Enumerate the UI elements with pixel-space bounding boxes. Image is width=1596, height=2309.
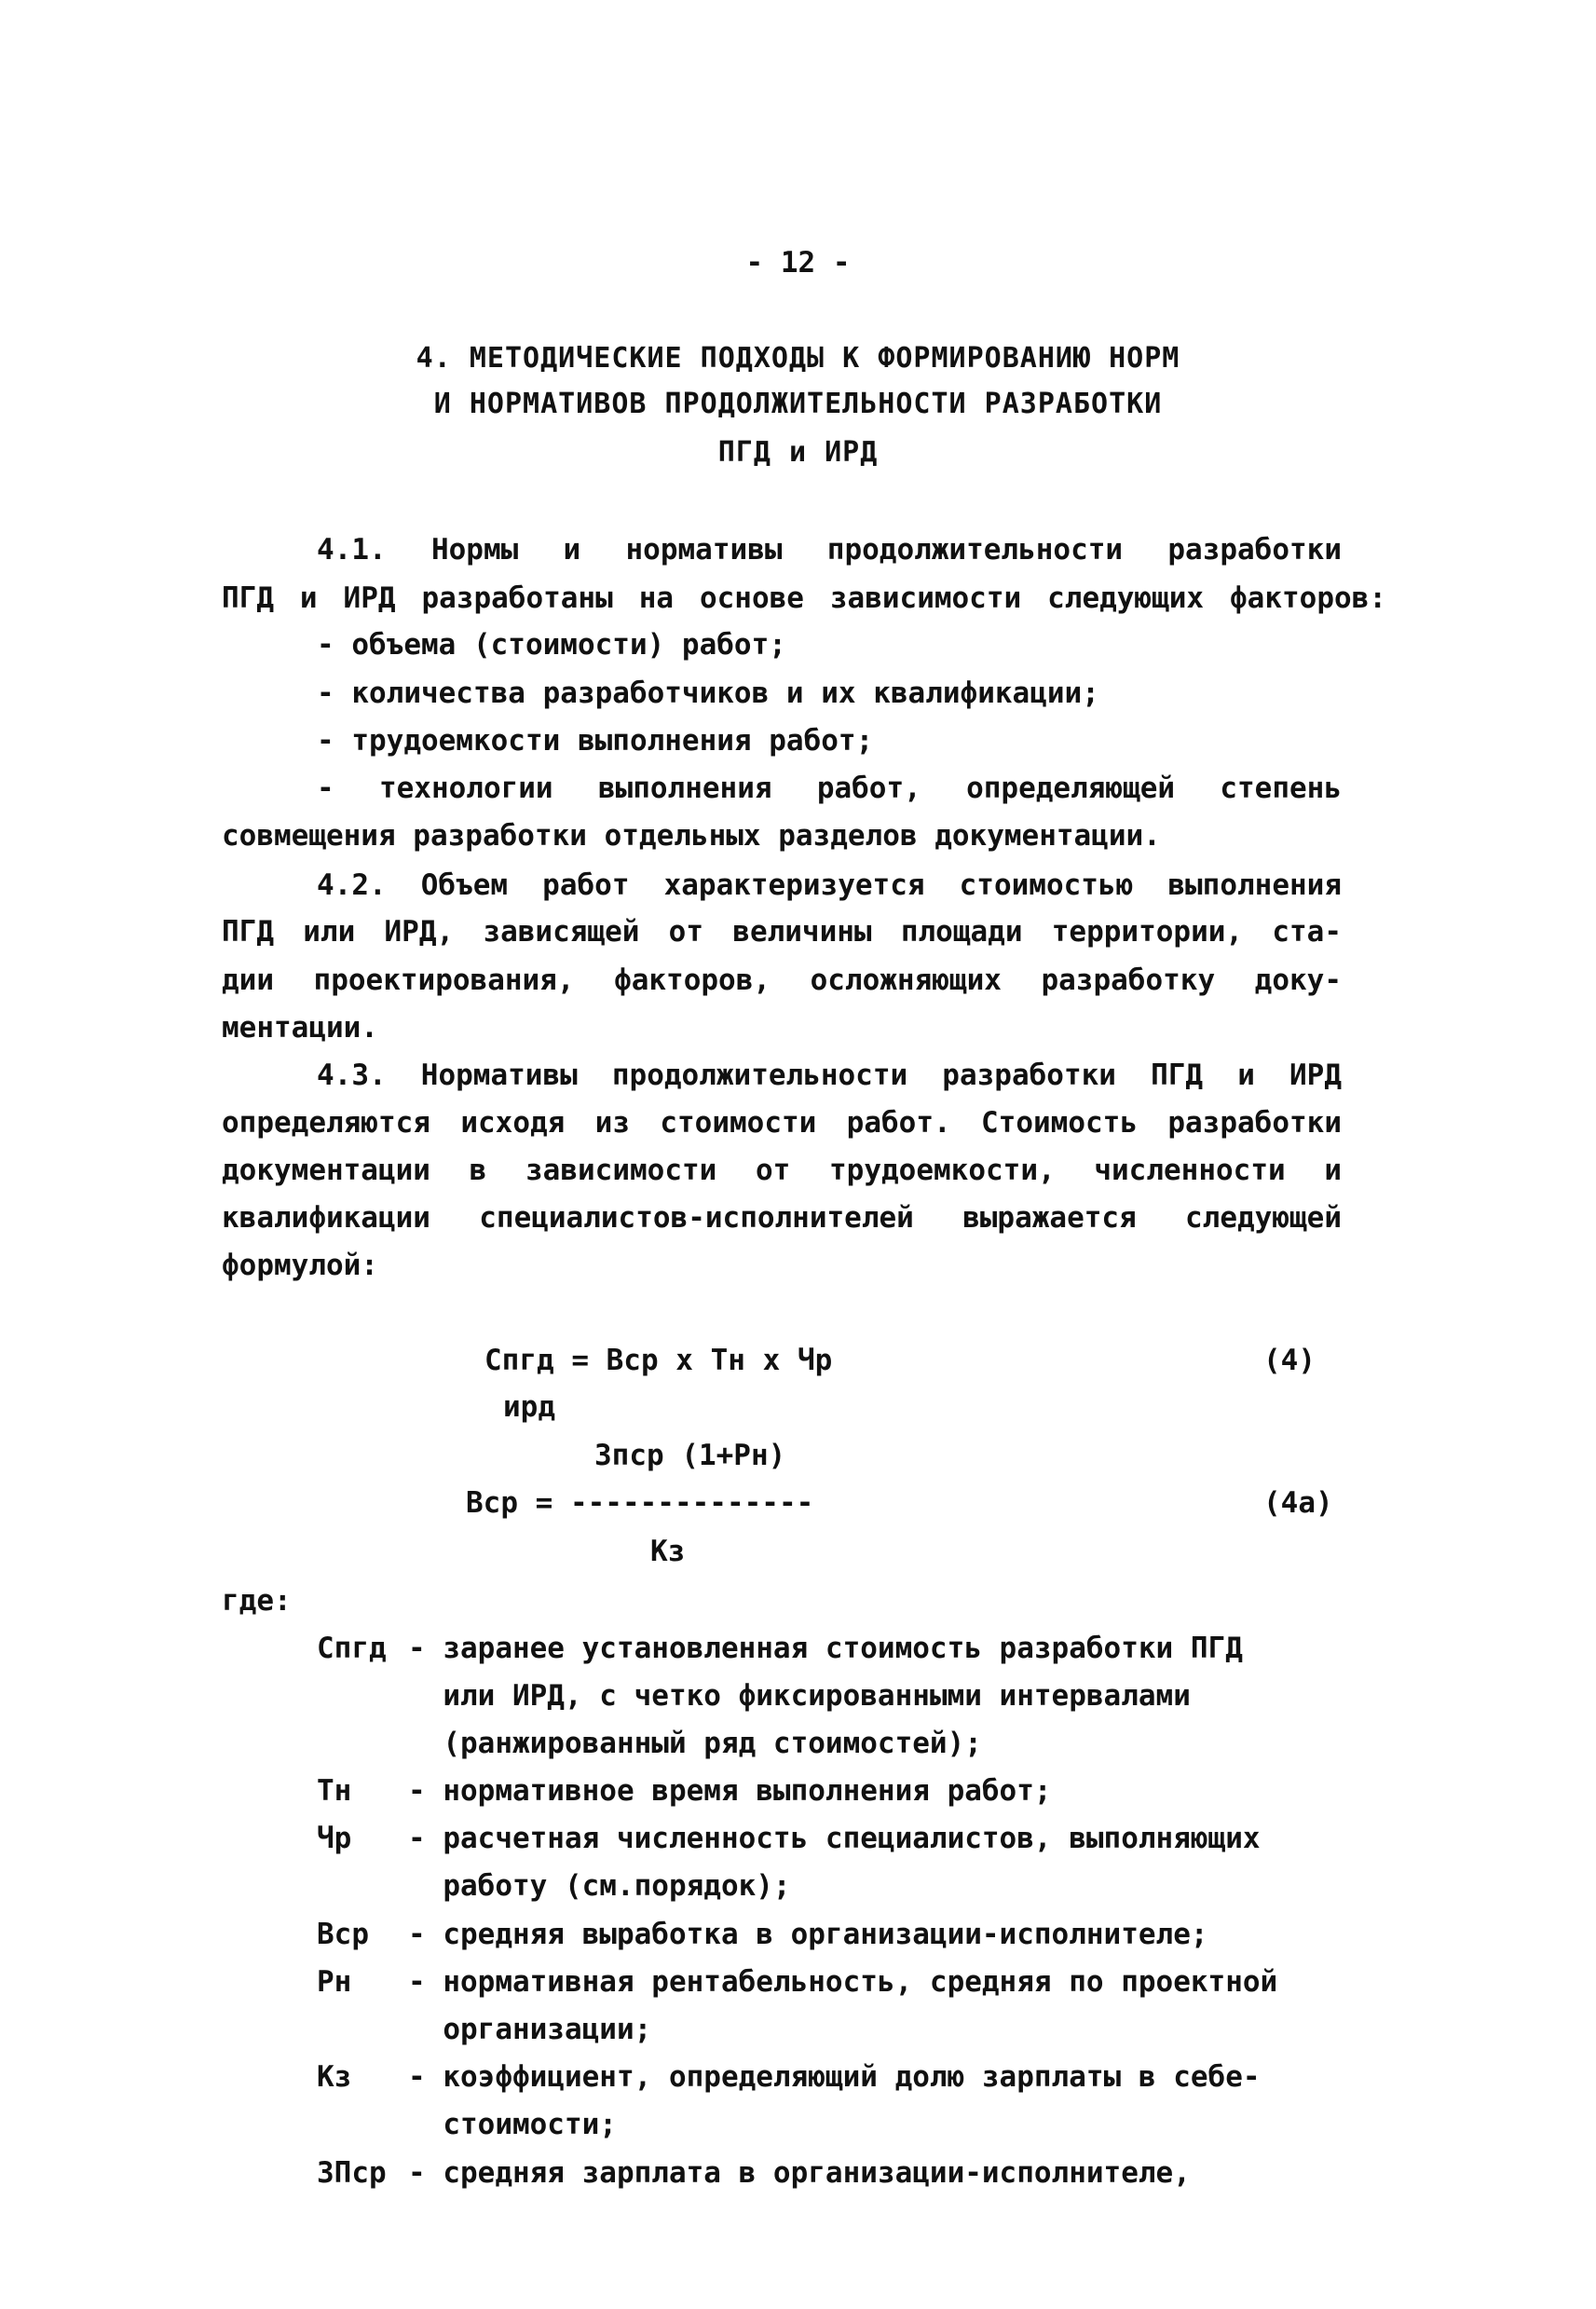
paragraph-4-1-item-1: - объема (стоимости) работ; — [317, 628, 786, 662]
definition-text: - расчетная численность специалистов, выполняющих — [408, 1822, 1261, 1855]
definition-text: (ранжированный ряд стоимостей); — [408, 1727, 982, 1760]
formula-4a-lhs: Вср = -------------- — [466, 1486, 814, 1520]
where-label: где: — [222, 1584, 292, 1618]
paragraph-4-2-line-4: ментации. — [222, 1011, 378, 1045]
paragraph-4-1-item-3: - трудоемкости выполнения работ; — [317, 724, 874, 758]
definition-term: ЗПср — [317, 2156, 387, 2190]
formula-4a-denominator: Кз — [650, 1535, 686, 1568]
formula-4a-number: (4а) — [1263, 1486, 1333, 1520]
definition-term: Спгд — [317, 1632, 387, 1665]
definition-term: Чр — [317, 1822, 352, 1855]
paragraph-4-1-line-1: 4.1. Нормы и нормативы продолжительности разработки — [317, 533, 1342, 567]
paragraph-4-1-item-4: - технологии выполнения работ, определяющей степень — [317, 772, 1342, 805]
definition-term: Рн — [317, 1965, 352, 1999]
paragraph-4-1-last-line: совмещения разработки отдельных разделов документации. — [222, 819, 1161, 853]
page-number: - 12 - — [745, 246, 851, 280]
definition-text: - средняя выработка в организации-исполнителе; — [408, 1918, 1208, 1951]
section-heading-line-1: 4. МЕТОДИЧЕСКИЕ ПОДХОДЫ К ФОРМИРОВАНИЮ НОРМ — [416, 342, 1180, 375]
section-heading-line-3: ПГД и ИРД — [717, 436, 879, 469]
definition-term: Кз — [317, 2060, 352, 2094]
definition-term: Тн — [317, 1774, 352, 1808]
formula-4a-numerator: Зпср (1+Рн) — [594, 1439, 786, 1472]
paragraph-4-3-line-2: определяются исходя из стоимости работ. Стоимость разработки — [222, 1106, 1342, 1140]
paragraph-4-2-line-3: дии проектирования, факторов, осложняющих разработку доку- — [222, 963, 1342, 997]
paragraph-4-1-item-2: - количества разработчиков и их квалификации; — [317, 676, 1099, 710]
definition-text: - коэффициент, определяющий долю зарплаты в себе- — [408, 2060, 1261, 2094]
definition-text: - средняя зарплата в организации-исполнителе, — [408, 2156, 1191, 2190]
paragraph-4-2-line-1: 4.2. Объем работ характеризуется стоимостью выполнения — [317, 868, 1342, 902]
paragraph-4-1-line-2: ПГД и ИРД разработаны на основе зависимости следующих факторов: — [222, 581, 1386, 615]
definition-term: Вср — [317, 1918, 369, 1951]
formula-4-number: (4) — [1263, 1344, 1316, 1377]
formula-4-subscript: ирд — [503, 1390, 555, 1424]
definition-text: или ИРД, с четко фиксированными интервалами — [408, 1679, 1191, 1713]
paragraph-4-2-line-2: ПГД или ИРД, зависящей от величины площади территории, ста- — [222, 915, 1342, 949]
paragraph-4-3-line-1: 4.3. Нормативы продолжительности разработки ПГД и ИРД — [317, 1059, 1342, 1092]
definition-text: - нормативная рентабельность, средняя по проектной — [408, 1965, 1278, 1999]
definition-text: стоимости; — [408, 2108, 617, 2141]
paragraph-4-3-line-5: формулой: — [222, 1249, 378, 1282]
definition-text: работу (см.порядок); — [408, 1869, 791, 1903]
formula-4-expression: Спгд = Вср х Тн х Чр — [484, 1344, 833, 1377]
section-heading-line-2: И НОРМАТИВОВ ПРОДОЛЖИТЕЛЬНОСТИ РАЗРАБОТКИ — [433, 388, 1163, 420]
definition-text: - заранее установленная стоимость разработки ПГД — [408, 1632, 1243, 1665]
definition-text: - нормативное время выполнения работ; — [408, 1774, 1052, 1808]
paragraph-4-3-line-3: документации в зависимости от трудоемкости, численности и — [222, 1154, 1342, 1187]
definition-text: организации; — [408, 2013, 652, 2046]
paragraph-4-3-line-4: квалификации специалистов-исполнителей выражается следующей — [222, 1201, 1342, 1235]
